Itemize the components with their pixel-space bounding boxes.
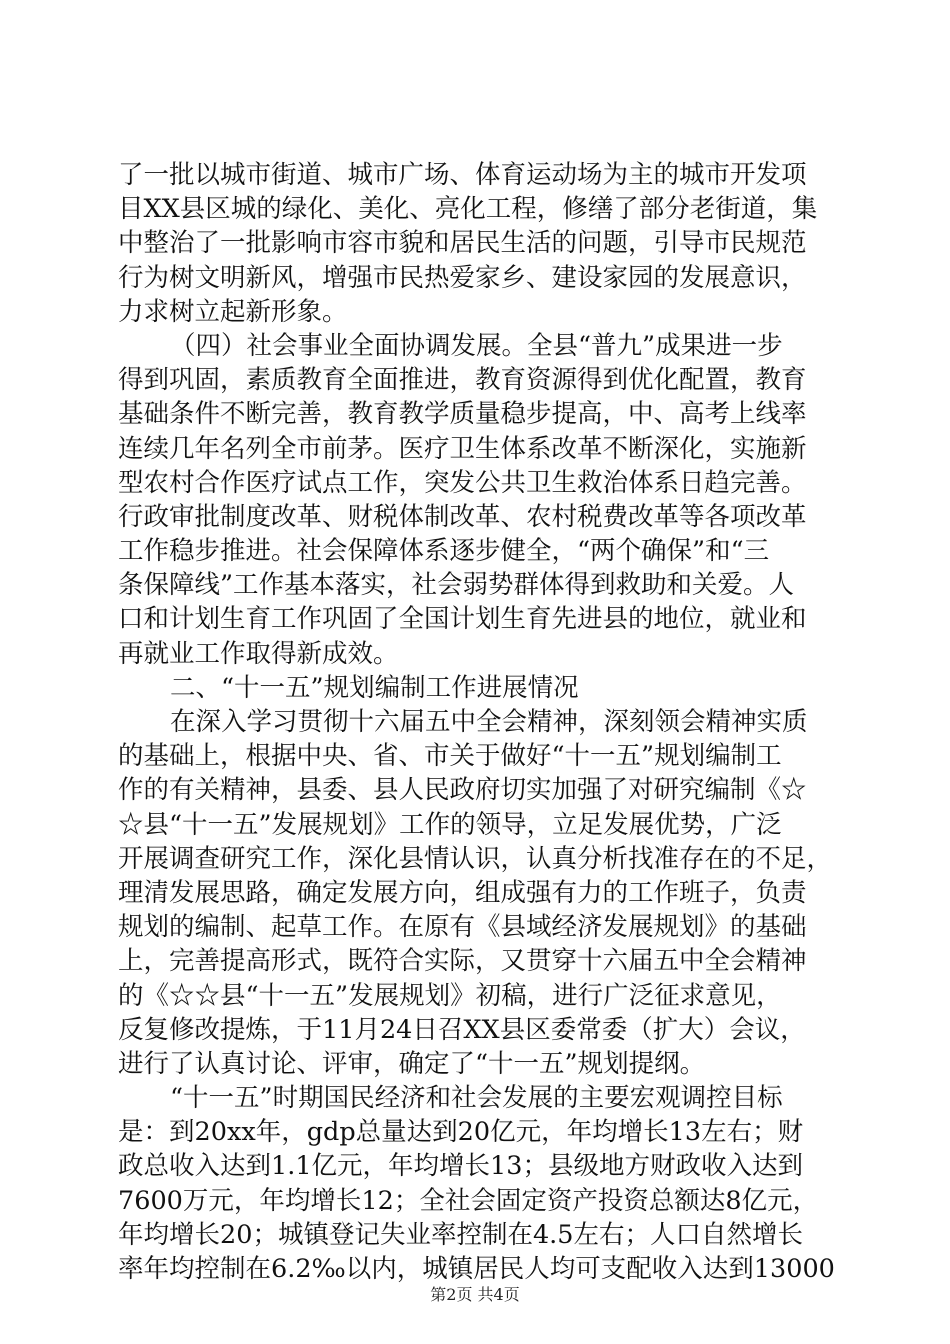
text-line: 7600万元，年均增长12；全社会固定资产投资总额达8亿元， [118,1185,819,1216]
text-line: 年均增长20；城镇登记失业率控制在4.5左右；人口自然增长 [118,1219,804,1250]
text-line: 反复修改提炼，于11月24日召XX县区委常委（扩大）会议， [118,1014,806,1045]
text-line: （四）社会事业全面协调发展。全县“普九”成果进一步 [170,330,783,361]
text-line: 得到巩固，素质教育全面推进，教育资源得到优化配置，教育 [118,365,807,396]
text-line: 再就业工作取得新成效。 [118,638,399,669]
text-line: ☆县“十一五”发展规划》工作的领导，立足发展优势，广泛 [118,809,782,840]
text-line: 理清发展思路，确定发展方向，组成强有力的工作班子，负责 [118,877,807,908]
text-line: 率年均控制在6.2‰以内，城镇居民人均可支配收入达到13000 [118,1254,835,1284]
text-line: 力求树立起新形象。 [118,296,348,327]
text-line: 二、“十一五”规划编制工作进展情况 [170,672,579,703]
text-line: 的基础上，根据中央、省、市关于做好“十一五”规划编制工 [118,741,782,772]
text-line: 目XX县区城的绿化、美化、亮化工程，修缮了部分老街道，集 [118,194,818,225]
text-line: 工作稳步推进。社会保障体系逐步健全，“两个确保”和“三 [118,536,770,567]
text-line: 的《☆☆县“十一五”发展规划》初稿，进行广泛征求意见， [118,980,782,1011]
text-line: 了一批以城市街道、城市广场、体育运动场为主的城市开发项 [118,160,807,190]
text-line: 开展调查研究工作，深化县情认识，认真分析找准存在的不足， [118,843,833,874]
text-line: 行为树文明新风，增强市民热爱家乡、建设家园的发展意识， [118,262,807,293]
text-line: 基础条件不断完善，教育教学质量稳步提高，中、高考上线率 [118,399,807,430]
text-line: 作的有关精神，县委、县人民政府切实加强了对研究编制《☆ [118,775,807,806]
text-line: 中整治了一批影响市容市貌和居民生活的问题，引导市民规范 [118,228,807,259]
text-line: 连续几年名列全市前茅。医疗卫生体系改革不断深化，实施新 [118,433,807,464]
page-footer: 第2页 共4页 [430,1285,520,1304]
text-line: 型农村合作医疗试点工作，突发公共卫生救治体系日趋完善。 [118,467,807,498]
text-line: 口和计划生育工作巩固了全国计划生育先进县的地位，就业和 [118,604,807,635]
text-line: 进行了认真讨论、评审，确定了“十一五”规划提纲。 [118,1048,706,1079]
text-line: 在深入学习贯彻十六届五中全会精神，深刻领会精神实质 [170,707,808,737]
text-line: 政总收入达到1.1亿元，年均增长13；县级地方财政收入达到 [118,1151,804,1182]
text-line: 上，完善提高形式，既符合实际，又贯穿十六届五中全会精神 [118,946,807,977]
text-line: “十一五”时期国民经济和社会发展的主要宏观调控目标 [170,1083,783,1114]
text-line: 行政审批制度改革、财税体制改革、农村税费改革等各项改革 [118,501,807,532]
text-line: 规划的编制、起草工作。在原有《县域经济发展规划》的基础 [118,912,807,943]
text-line: 条保障线”工作基本落实，社会弱势群体得到救助和关爱。人 [118,570,795,601]
text-line: 是：到20xx年，gdp总量达到20亿元，年均增长13左右；财 [118,1117,804,1148]
document-body [118,158,838,1286]
